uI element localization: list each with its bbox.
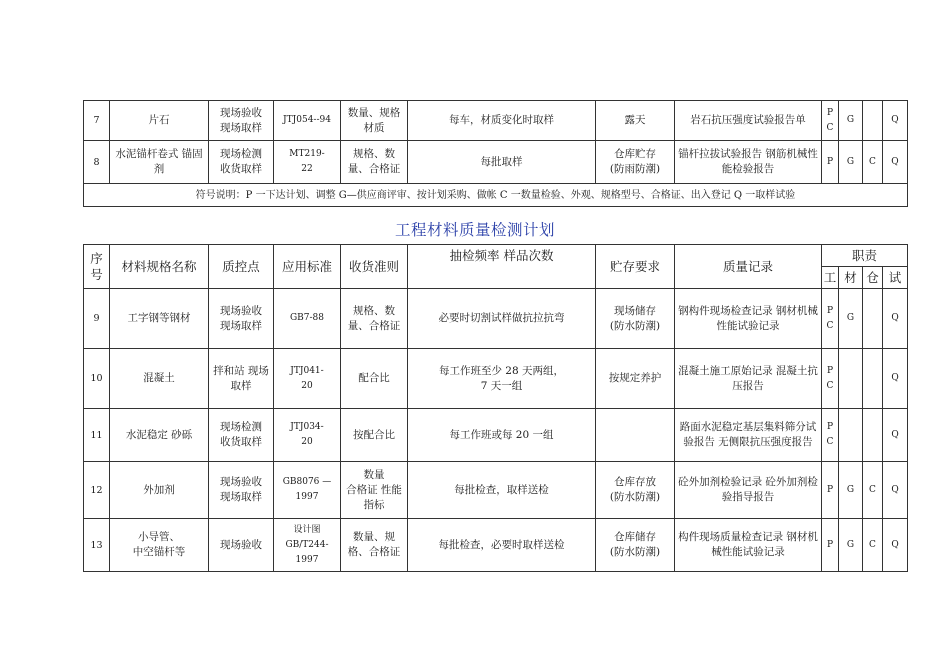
material-name: 水泥稳定 砂砾 — [110, 409, 209, 462]
storage-requirement: 按规定养护 — [596, 349, 675, 409]
duty-1: P C — [822, 101, 839, 141]
inspection-frequency: 每车，材质变化时取样 — [408, 101, 596, 141]
duty-1: P C — [822, 289, 839, 349]
duty-4: Q — [883, 289, 908, 349]
storage-requirement: 现场储存 (防水防潮) — [596, 289, 675, 349]
row-no: 9 — [84, 289, 110, 349]
header-frequency: 抽检频率 样品次数 — [408, 245, 596, 289]
control-point: 现场检测 收货取样 — [209, 409, 274, 462]
quality-record: 路面水泥稳定基层集料筛分试验报告 无侧限抗压强度报告 — [675, 409, 822, 462]
acceptance-criteria: 数量、规 格、合格证 — [341, 519, 408, 572]
inspection-frequency: 每批取样 — [408, 141, 596, 184]
control-point: 现场验收 现场取样 — [209, 289, 274, 349]
duty-3 — [863, 349, 883, 409]
duty-3 — [863, 289, 883, 349]
row-no: 13 — [84, 519, 110, 572]
duty-2 — [839, 409, 863, 462]
quality-record: 锚杆拉拔试验报告 钢筋机械性能检验报告 — [675, 141, 822, 184]
control-point: 现场验收 现场取样 — [209, 101, 274, 141]
storage-requirement — [596, 409, 675, 462]
row-no: 7 — [84, 101, 110, 141]
inspection-frequency: 每工作班至少 28 天两组， 7 天一组 — [408, 349, 596, 409]
duty-3 — [863, 409, 883, 462]
applied-standard: GB7-88 — [274, 289, 341, 349]
duty-2: G — [839, 141, 863, 184]
inspection-frequency: 每批检查，取样送检 — [408, 462, 596, 519]
duty-1: P — [822, 141, 839, 184]
quality-record: 构件现场质量检查记录 钢材机械性能试验记录 — [675, 519, 822, 572]
material-name: 水泥锚杆卷式 锚固剂 — [110, 141, 209, 184]
material-name: 工字钢等钢材 — [110, 289, 209, 349]
duty-2: G — [839, 462, 863, 519]
page-title: 工程材料质量检测计划 — [394, 221, 555, 239]
header-control: 质控点 — [209, 245, 274, 289]
header-storage: 贮存要求 — [596, 245, 675, 289]
control-point: 拌和站 现场取样 — [209, 349, 274, 409]
applied-standard: JTJ054--94 — [274, 101, 341, 141]
header-duty: 职责 — [822, 245, 908, 267]
control-point: 现场检测 收货取样 — [209, 141, 274, 184]
header-no: 序 号 — [84, 245, 110, 289]
duty-4: Q — [883, 141, 908, 184]
row-no: 8 — [84, 141, 110, 184]
table-row — [84, 141, 908, 184]
header-record: 质量记录 — [675, 245, 822, 289]
row-no: 11 — [84, 409, 110, 462]
header-duty-2: 材 — [839, 267, 863, 289]
row-no: 10 — [84, 349, 110, 409]
table-row — [84, 519, 908, 572]
duty-3: C — [863, 462, 883, 519]
table-row — [84, 462, 908, 519]
control-point: 现场验收 现场取样 — [209, 462, 274, 519]
material-name: 外加剂 — [110, 462, 209, 519]
storage-requirement: 露天 — [596, 101, 675, 141]
header-row — [84, 245, 908, 267]
quality-record: 砼外加剂检验记录 砼外加剂检验指导报告 — [675, 462, 822, 519]
quality-record: 钢构件现场检查记录 钢材机械性能试验记录 — [675, 289, 822, 349]
storage-requirement: 仓库储存 (防水防潮) — [596, 519, 675, 572]
header-standard: 应用标准 — [274, 245, 341, 289]
materials-table-main — [83, 244, 908, 572]
duty-4: Q — [883, 409, 908, 462]
duty-1: P — [822, 519, 839, 572]
applied-standard: 设计图 GB/T244- 1997 — [274, 519, 341, 572]
header-duty-1: 工 — [822, 267, 839, 289]
duty-2: G — [839, 101, 863, 141]
material-name: 混凝土 — [110, 349, 209, 409]
duty-2: G — [839, 289, 863, 349]
acceptance-criteria: 数量 合格证 性能 指标 — [341, 462, 408, 519]
legend-row — [84, 184, 908, 207]
duty-1: P C — [822, 409, 839, 462]
acceptance-criteria: 配合比 — [341, 349, 408, 409]
header-name: 材料规格名称 — [110, 245, 209, 289]
acceptance-criteria: 规格、数 量、合格证 — [341, 289, 408, 349]
applied-standard: JTJ034- 20 — [274, 409, 341, 462]
duty-4: Q — [883, 349, 908, 409]
header-duty-4: 试 — [883, 267, 908, 289]
header-acceptance: 收货准则 — [341, 245, 408, 289]
material-name: 小导管、 中空锚杆等 — [110, 519, 209, 572]
table-row — [84, 349, 908, 409]
quality-record: 岩石抗压强度试验报告单 — [675, 101, 822, 141]
applied-standard: JTJ041- 20 — [274, 349, 341, 409]
row-no: 12 — [84, 462, 110, 519]
acceptance-criteria: 数量、规格 材质 — [341, 101, 408, 141]
table-row — [84, 289, 908, 349]
duty-2: G — [839, 519, 863, 572]
table-row — [84, 101, 908, 141]
quality-record: 混凝土施工原始记录 混凝土抗压报告 — [675, 349, 822, 409]
duty-4: Q — [883, 462, 908, 519]
duty-1: P — [822, 462, 839, 519]
header-duty-3: 仓 — [863, 267, 883, 289]
inspection-frequency: 每批检查，必要时取样送检 — [408, 519, 596, 572]
material-name: 片石 — [110, 101, 209, 141]
duty-4: Q — [883, 519, 908, 572]
storage-requirement: 仓库存放 (防水防潮) — [596, 462, 675, 519]
duty-3: C — [863, 141, 883, 184]
inspection-frequency: 必要时切割试样做抗拉抗弯 — [408, 289, 596, 349]
control-point: 现场验收 — [209, 519, 274, 572]
symbol-legend: 符号说明：P 一下达计划、调整 G—供应商评审、按计划采购、做帐 C 一数量检验、外观、规格型号、合格证、出入登记 Q 一取样试验 — [84, 184, 908, 207]
acceptance-criteria: 规格、数 量、合格证 — [341, 141, 408, 184]
inspection-frequency: 每工作班或每 20 一组 — [408, 409, 596, 462]
duty-1: P C — [822, 349, 839, 409]
materials-table-top — [83, 100, 908, 207]
storage-requirement: 仓库贮存 (防雨防潮) — [596, 141, 675, 184]
applied-standard: GB8076 — 1997 — [274, 462, 341, 519]
applied-standard: MT219- 22 — [274, 141, 341, 184]
duty-2 — [839, 349, 863, 409]
duty-3 — [863, 101, 883, 141]
duty-3: C — [863, 519, 883, 572]
duty-4: Q — [883, 101, 908, 141]
acceptance-criteria: 按配合比 — [341, 409, 408, 462]
table-row — [84, 409, 908, 462]
